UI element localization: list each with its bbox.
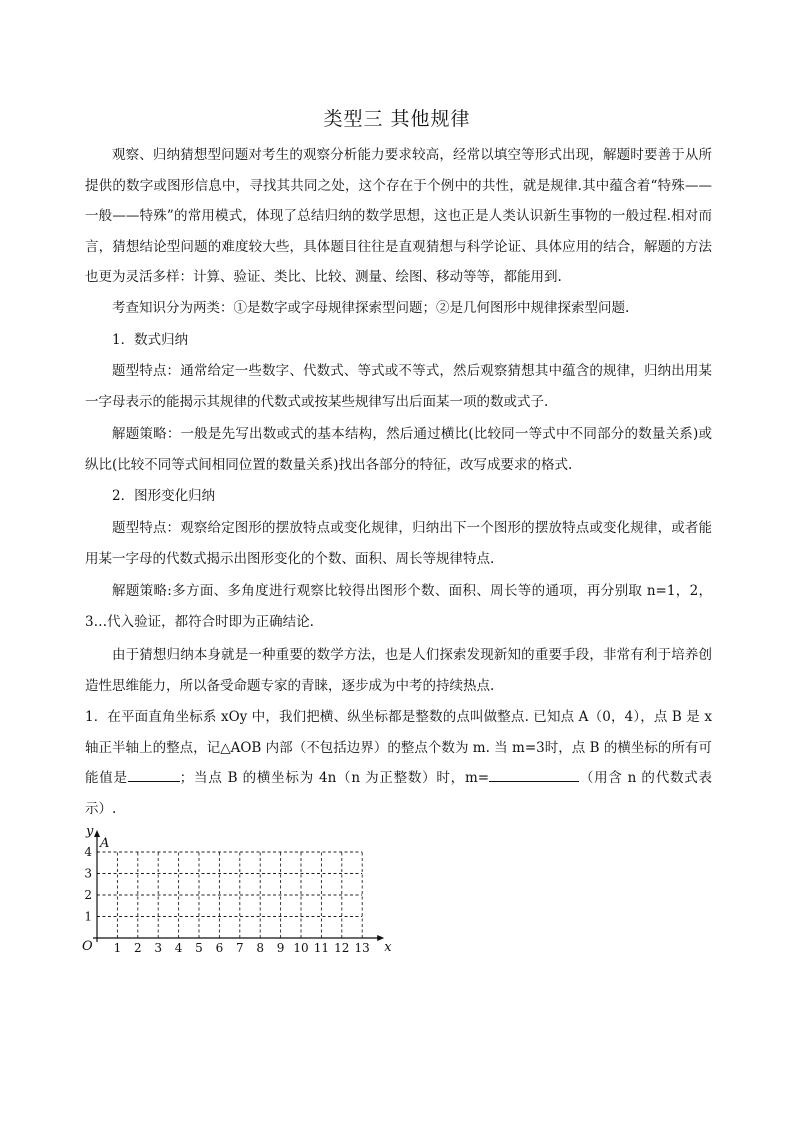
section1-heading: 1．数式归纳 <box>112 332 189 348</box>
x-tick-label: 5 <box>195 941 203 954</box>
x-tick-label: 12 <box>334 941 350 954</box>
grid-lines <box>97 852 362 938</box>
answer-blank-2[interactable] <box>489 767 579 782</box>
axis-labels <box>82 824 392 954</box>
knowledge-paragraph: 考查知识分为两类：①是数字或字母规律探索型问题；②是几何图形中规律探索型问题. <box>112 300 630 316</box>
question-text-part3: （用含 n 的代数式表示）. <box>85 770 712 817</box>
x-tick-label: 10 <box>293 941 309 954</box>
x-tick-label: 1 <box>113 941 122 954</box>
question-text-part1: 1．在平面直角坐标系 xOy 中，我们把横、纵坐标都是整数的点叫做整点. 已知点 A（0，4），点 B 是 x 轴正半轴上的整点，记△AOB 内部（不包括边界）的整点个数为 m. 当 m=3时，点 B 的横坐标的所有可能值是 <box>85 709 712 786</box>
intro-paragraph: 观察、归纳猜想型问题对考生的观察分析能力要求较高，经常以填空等形式出现，解题时要善于从所提供的数字或图形信息中，寻找其共同之处，这个存在于个例中的共性，就是规律.其中蕴含着“特殊——一般——特殊”的常用模式，体现了总结归纳的数学思想，这也正是人类认识新生事物的一般过程.相对而言，猜想结论型问题的难度较大些，具体题目往往是直观猜想与科学论证、具体应用的结合，解题的方法也更为灵活多样：计算、验证、类比、比较、测量、绘图、移动等等，都能用到. <box>85 147 712 285</box>
x-tick-label: 4 <box>174 941 183 954</box>
y-tick-label: 2 <box>84 888 92 902</box>
answer-blank-1[interactable] <box>128 767 180 782</box>
axes <box>93 830 384 942</box>
x-tick-label: 9 <box>276 941 285 954</box>
y-tick-label: 1 <box>84 909 92 924</box>
coordinate-grid-figure <box>80 822 400 954</box>
x-axis-arrow <box>377 935 384 941</box>
x-tick-label: 6 <box>215 941 224 954</box>
x-tick-label: 8 <box>256 941 265 954</box>
origin-label: O <box>82 939 93 954</box>
summary-paragraph: 由于猜想归纳本身就是一种重要的数学方法，也是人们探索发现新知的重要手段，非常有利于培养创造性思维能力，所以备受命题专家的青睐，逐步成为中考的持续热点. <box>85 647 712 694</box>
x-tick-label: 11 <box>313 941 330 954</box>
question-text-part2: ；当点 B 的横坐标为 4n（n 为正整数）时，m= <box>179 770 490 786</box>
y-tick-label: 3 <box>84 866 92 881</box>
point-a-label: A <box>100 836 110 851</box>
section2-strategy: 解题策略:多方面、多角度进行观察比较得出图形个数、面积、周长等的通项，再分别取 n=1，2，3…代入验证，都符合时即为正确结论. <box>85 583 712 630</box>
y-tick-label: 4 <box>84 845 92 859</box>
section2-features: 题型特点：观察给定图形的摆放特点或变化规律，归纳出下一个图形的摆放特点或变化规律，或者能用某一字母的代数式揭示出图形变化的个数、面积、周长等规律特点. <box>85 520 712 567</box>
section1-features: 题型特点：通常给定一些数字、代数式、等式或不等式，然后观察猜想其中蕴含的规律，归纳出用某一字母表示的能揭示其规律的代数式或按某些规律写出后面某一项的数或式子. <box>85 363 712 410</box>
section1-strategy: 解题策略：一般是先写出数或式的基本结构，然后通过横比(比较同一等式中不同部分的数量关系)或纵比(比较不同等式间相同位置的数量关系)找出各部分的特征，改写成要求的格式. <box>85 426 712 473</box>
section2-heading: 2．图形变化归纳 <box>112 488 216 504</box>
question-1 <box>85 702 712 824</box>
x-tick-label: 7 <box>235 941 244 954</box>
x-tick-label: 2 <box>133 941 142 954</box>
y-axis-label: y <box>86 824 94 839</box>
x-axis-label: x <box>384 940 392 954</box>
page-title: 类型三 其他规律 <box>323 108 471 130</box>
x-tick-label: 3 <box>154 941 163 954</box>
x-tick-label: 13 <box>354 941 370 954</box>
